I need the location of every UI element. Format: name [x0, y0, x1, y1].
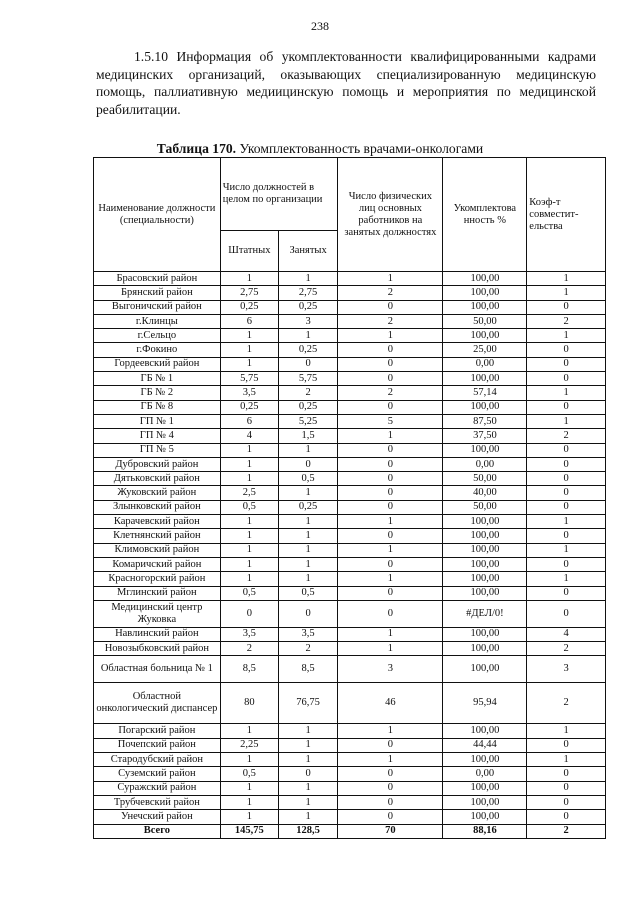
cell-occupied: 0,25 — [278, 300, 337, 314]
cell-staff: 3,5 — [220, 627, 278, 641]
cell-occupied: 76,75 — [278, 683, 337, 724]
header-staff: Штатных — [220, 231, 278, 272]
cell-physical: 0 — [338, 586, 443, 600]
header-coef-text: Коэф-т совместит-ельства — [529, 196, 579, 232]
total-cell-pct: 88,16 — [443, 824, 527, 838]
cell-name: Областная больница № 1 — [94, 656, 221, 683]
total-row — [94, 824, 606, 838]
table-row — [94, 683, 606, 724]
cell-occupied: 1 — [278, 515, 337, 529]
cell-pct: 100,00 — [443, 529, 527, 543]
cell-coef: 1 — [527, 572, 606, 586]
cell-pct: 100,00 — [443, 557, 527, 571]
cell-name: Красногорский район — [94, 572, 221, 586]
cell-pct: 100,00 — [443, 753, 527, 767]
table-row — [94, 529, 606, 543]
cell-coef: 0 — [527, 472, 606, 486]
cell-coef: 0 — [527, 300, 606, 314]
cell-coef: 2 — [527, 429, 606, 443]
cell-staff: 1 — [220, 529, 278, 543]
cell-staff: 1 — [220, 795, 278, 809]
cell-physical: 0 — [338, 810, 443, 824]
cell-name: Карачевский район — [94, 515, 221, 529]
table-row — [94, 795, 606, 809]
cell-occupied: 1 — [278, 543, 337, 557]
cell-occupied: 1 — [278, 724, 337, 738]
cell-pct: 100,00 — [443, 724, 527, 738]
cell-coef: 0 — [527, 457, 606, 471]
cell-name: ГБ № 1 — [94, 372, 221, 386]
cell-occupied: 1,5 — [278, 429, 337, 443]
cell-name: Злынковский район — [94, 500, 221, 514]
cell-staff: 6 — [220, 314, 278, 328]
table-row — [94, 329, 606, 343]
cell-name: Медицинский центр Жуковка — [94, 600, 221, 627]
cell-name: Стародубский район — [94, 753, 221, 767]
cell-staff: 1 — [220, 781, 278, 795]
cell-physical: 1 — [338, 572, 443, 586]
cell-physical: 1 — [338, 543, 443, 557]
cell-staff: 0 — [220, 600, 278, 627]
cell-physical: 0 — [338, 357, 443, 371]
cell-pct: 100,00 — [443, 329, 527, 343]
cell-staff: 2,75 — [220, 286, 278, 300]
total-cell-coef: 2 — [527, 824, 606, 838]
table-title-label: Таблица 170. — [156, 141, 237, 156]
cell-occupied: 0 — [278, 457, 337, 471]
cell-occupied: 0,25 — [278, 400, 337, 414]
cell-coef: 0 — [527, 781, 606, 795]
cell-occupied: 0,5 — [278, 586, 337, 600]
cell-occupied: 1 — [278, 329, 337, 343]
cell-occupied: 1 — [278, 738, 337, 752]
cell-pct: 100,00 — [443, 656, 527, 683]
cell-physical: 0 — [338, 300, 443, 314]
cell-staff: 2,25 — [220, 738, 278, 752]
cell-staff: 1 — [220, 557, 278, 571]
cell-staff: 2,5 — [220, 486, 278, 500]
cell-occupied: 1 — [278, 572, 337, 586]
cell-name: ГБ № 2 — [94, 386, 221, 400]
cell-physical: 1 — [338, 329, 443, 343]
cell-occupied: 1 — [278, 486, 337, 500]
cell-name: Брасовский район — [94, 272, 221, 286]
cell-physical: 2 — [338, 286, 443, 300]
cell-staff: 0,5 — [220, 767, 278, 781]
cell-coef: 1 — [527, 286, 606, 300]
cell-staff: 0,5 — [220, 586, 278, 600]
header-physical: Число физических лиц основных работников на занятых должностях — [338, 158, 443, 272]
table-row — [94, 357, 606, 371]
cell-occupied: 0 — [278, 600, 337, 627]
total-cell-name: Всего — [94, 824, 221, 838]
table-row — [94, 500, 606, 514]
cell-physical: 2 — [338, 314, 443, 328]
cell-coef: 0 — [527, 486, 606, 500]
table-row — [94, 738, 606, 752]
cell-coef: 1 — [527, 753, 606, 767]
cell-physical: 1 — [338, 753, 443, 767]
header-name: Наименование должности (специальности) — [94, 158, 221, 272]
cell-staff: 1 — [220, 572, 278, 586]
cell-pct: 25,00 — [443, 343, 527, 357]
cell-name: ГП № 4 — [94, 429, 221, 443]
cell-physical: 5 — [338, 414, 443, 428]
cell-staff: 0,25 — [220, 300, 278, 314]
cell-staff: 1 — [220, 329, 278, 343]
cell-physical: 3 — [338, 656, 443, 683]
cell-pct: 50,00 — [443, 500, 527, 514]
cell-coef: 0 — [527, 586, 606, 600]
header-positions-group — [220, 158, 338, 231]
header-completeness: Укомплектова нность % — [443, 158, 527, 272]
cell-coef: 0 — [527, 357, 606, 371]
cell-staff: 1 — [220, 515, 278, 529]
cell-physical: 0 — [338, 738, 443, 752]
cell-staff: 0,5 — [220, 500, 278, 514]
cell-pct: 50,00 — [443, 314, 527, 328]
cell-pct: 0,00 — [443, 457, 527, 471]
table-row — [94, 557, 606, 571]
cell-physical: 1 — [338, 515, 443, 529]
cell-staff: 1 — [220, 724, 278, 738]
cell-name: Навлинский район — [94, 627, 221, 641]
table-row — [94, 486, 606, 500]
table-row — [94, 543, 606, 557]
cell-name: Трубчевский район — [94, 795, 221, 809]
cell-pct: 100,00 — [443, 300, 527, 314]
cell-name: Погарский район — [94, 724, 221, 738]
cell-physical: 46 — [338, 683, 443, 724]
page-number: 238 — [311, 19, 329, 33]
cell-pct: 100,00 — [443, 400, 527, 414]
table-row — [94, 300, 606, 314]
cell-coef: 2 — [527, 683, 606, 724]
cell-pct: 95,94 — [443, 683, 527, 724]
intro-text: 1.5.10 Информация об укомплектованности квалифицированными кадрами медицинских организаций, оказывающих специализированную медицинскую помощь, паллиативную медиицинскую помощь и мероприятия по медицинской реабилитации. — [96, 49, 596, 117]
cell-staff: 1 — [220, 443, 278, 457]
table-row — [94, 724, 606, 738]
cell-staff: 1 — [220, 457, 278, 471]
cell-occupied: 1 — [278, 557, 337, 571]
cell-occupied: 0,25 — [278, 343, 337, 357]
cell-coef: 0 — [527, 529, 606, 543]
cell-physical: 0 — [338, 343, 443, 357]
cell-occupied: 3 — [278, 314, 337, 328]
cell-name: Выгоничский район — [94, 300, 221, 314]
cell-coef: 3 — [527, 656, 606, 683]
cell-pct: 100,00 — [443, 572, 527, 586]
cell-occupied: 0 — [278, 767, 337, 781]
table-row — [94, 753, 606, 767]
cell-name: Суражский район — [94, 781, 221, 795]
cell-coef: 0 — [527, 443, 606, 457]
table-row — [94, 314, 606, 328]
cell-physical: 1 — [338, 272, 443, 286]
total-cell-occupied: 128,5 — [278, 824, 337, 838]
cell-pct: 50,00 — [443, 472, 527, 486]
cell-staff: 3,5 — [220, 386, 278, 400]
header-positions-group-text: Число должностей в целом по организации — [222, 182, 323, 205]
cell-occupied: 1 — [278, 443, 337, 457]
intro-paragraph — [96, 48, 596, 118]
cell-physical: 0 — [338, 529, 443, 543]
cell-staff: 8,5 — [220, 656, 278, 683]
table-row — [94, 400, 606, 414]
staffing-table — [93, 157, 606, 839]
cell-physical: 0 — [338, 781, 443, 795]
cell-staff: 1 — [220, 810, 278, 824]
cell-name: Почепский район — [94, 738, 221, 752]
cell-occupied: 5,25 — [278, 414, 337, 428]
cell-name: Жуковский район — [94, 486, 221, 500]
table-row — [94, 272, 606, 286]
cell-physical: 1 — [338, 627, 443, 641]
cell-coef: 0 — [527, 767, 606, 781]
table-row — [94, 627, 606, 641]
cell-pct: 100,00 — [443, 372, 527, 386]
cell-pct: 57,14 — [443, 386, 527, 400]
cell-coef: 1 — [527, 329, 606, 343]
cell-occupied: 1 — [278, 795, 337, 809]
cell-name: Гордеевский район — [94, 357, 221, 371]
table-row — [94, 429, 606, 443]
cell-name: ГП № 1 — [94, 414, 221, 428]
table-row — [94, 572, 606, 586]
cell-occupied: 3,5 — [278, 627, 337, 641]
cell-pct: 100,00 — [443, 515, 527, 529]
header-coef — [527, 158, 606, 272]
table-row — [94, 600, 606, 627]
cell-physical: 2 — [338, 386, 443, 400]
cell-physical: 1 — [338, 642, 443, 656]
cell-physical: 0 — [338, 372, 443, 386]
table-row — [94, 286, 606, 300]
cell-coef: 1 — [527, 543, 606, 557]
cell-occupied: 1 — [278, 781, 337, 795]
cell-staff: 6 — [220, 414, 278, 428]
table-row — [94, 372, 606, 386]
cell-physical: 0 — [338, 795, 443, 809]
cell-name: Новозыбковский район — [94, 642, 221, 656]
cell-staff: 80 — [220, 683, 278, 724]
cell-name: ГБ № 8 — [94, 400, 221, 414]
cell-name: г.Клинцы — [94, 314, 221, 328]
cell-occupied: 1 — [278, 529, 337, 543]
cell-pct: 100,00 — [443, 810, 527, 824]
cell-physical: 0 — [338, 500, 443, 514]
cell-pct: 100,00 — [443, 642, 527, 656]
total-cell-staff: 145,75 — [220, 824, 278, 838]
cell-occupied: 2,75 — [278, 286, 337, 300]
cell-name: Климовский район — [94, 543, 221, 557]
cell-name: Суземский район — [94, 767, 221, 781]
cell-name: г.Фокино — [94, 343, 221, 357]
cell-occupied: 5,75 — [278, 372, 337, 386]
cell-pct: 100,00 — [443, 543, 527, 557]
total-cell-physical: 70 — [338, 824, 443, 838]
table-title — [0, 141, 640, 157]
cell-coef: 0 — [527, 557, 606, 571]
cell-pct: 44,44 — [443, 738, 527, 752]
cell-staff: 1 — [220, 357, 278, 371]
cell-pct: 100,00 — [443, 795, 527, 809]
cell-coef: 1 — [527, 386, 606, 400]
cell-name: Комаричский район — [94, 557, 221, 571]
header-occupied: Занятых — [278, 231, 337, 272]
cell-pct: 100,00 — [443, 627, 527, 641]
cell-pct: #ДЕЛ/0! — [443, 600, 527, 627]
cell-staff: 5,75 — [220, 372, 278, 386]
cell-occupied: 1 — [278, 272, 337, 286]
cell-physical: 1 — [338, 429, 443, 443]
cell-physical: 0 — [338, 472, 443, 486]
cell-staff: 1 — [220, 472, 278, 486]
cell-coef: 1 — [527, 414, 606, 428]
cell-occupied: 8,5 — [278, 656, 337, 683]
cell-staff: 0,25 — [220, 400, 278, 414]
cell-name: Брянский район — [94, 286, 221, 300]
cell-name: ГП № 5 — [94, 443, 221, 457]
cell-occupied: 1 — [278, 753, 337, 767]
cell-staff: 1 — [220, 753, 278, 767]
cell-physical: 0 — [338, 557, 443, 571]
cell-physical: 0 — [338, 486, 443, 500]
cell-pct: 100,00 — [443, 586, 527, 600]
table-row — [94, 656, 606, 683]
cell-pct: 37,50 — [443, 429, 527, 443]
table-row — [94, 781, 606, 795]
table-row — [94, 386, 606, 400]
cell-pct: 100,00 — [443, 286, 527, 300]
cell-coef: 1 — [527, 272, 606, 286]
cell-staff: 1 — [220, 543, 278, 557]
cell-coef: 2 — [527, 642, 606, 656]
cell-name: Дятьковский район — [94, 472, 221, 486]
table-row — [94, 343, 606, 357]
cell-physical: 0 — [338, 443, 443, 457]
table-row — [94, 810, 606, 824]
table-row — [94, 767, 606, 781]
cell-name: Клетнянский район — [94, 529, 221, 543]
cell-physical: 0 — [338, 457, 443, 471]
cell-pct: 0,00 — [443, 767, 527, 781]
cell-coef: 0 — [527, 372, 606, 386]
table-row — [94, 586, 606, 600]
cell-pct: 100,00 — [443, 272, 527, 286]
cell-pct: 100,00 — [443, 443, 527, 457]
table-row — [94, 457, 606, 471]
cell-coef: 0 — [527, 810, 606, 824]
cell-coef: 0 — [527, 795, 606, 809]
cell-coef: 0 — [527, 400, 606, 414]
cell-physical: 1 — [338, 724, 443, 738]
cell-pct: 0,00 — [443, 357, 527, 371]
table-row — [94, 414, 606, 428]
cell-name: Областной онкологический диспансер — [94, 683, 221, 724]
table-title-text: Укомплектованность врачами-онкологами — [236, 141, 484, 156]
cell-occupied: 1 — [278, 810, 337, 824]
cell-coef: 0 — [527, 343, 606, 357]
cell-pct: 100,00 — [443, 781, 527, 795]
cell-occupied: 2 — [278, 642, 337, 656]
cell-name: Дубровский район — [94, 457, 221, 471]
cell-staff: 1 — [220, 343, 278, 357]
cell-physical: 0 — [338, 400, 443, 414]
cell-pct: 87,50 — [443, 414, 527, 428]
cell-occupied: 0,5 — [278, 472, 337, 486]
cell-pct: 40,00 — [443, 486, 527, 500]
cell-physical: 0 — [338, 767, 443, 781]
cell-name: Мглинский район — [94, 586, 221, 600]
cell-coef: 1 — [527, 515, 606, 529]
cell-coef: 0 — [527, 500, 606, 514]
cell-occupied: 0,25 — [278, 500, 337, 514]
cell-name: Унечский район — [94, 810, 221, 824]
table-body — [94, 272, 606, 839]
cell-coef: 0 — [527, 738, 606, 752]
cell-staff: 1 — [220, 272, 278, 286]
table-row — [94, 443, 606, 457]
cell-physical: 0 — [338, 600, 443, 627]
table-row — [94, 642, 606, 656]
cell-occupied: 2 — [278, 386, 337, 400]
cell-staff: 2 — [220, 642, 278, 656]
table-row — [94, 472, 606, 486]
cell-coef: 0 — [527, 600, 606, 627]
cell-coef: 4 — [527, 627, 606, 641]
cell-coef: 1 — [527, 724, 606, 738]
cell-coef: 2 — [527, 314, 606, 328]
cell-staff: 4 — [220, 429, 278, 443]
cell-occupied: 0 — [278, 357, 337, 371]
table-row — [94, 515, 606, 529]
cell-name: г.Сельцо — [94, 329, 221, 343]
